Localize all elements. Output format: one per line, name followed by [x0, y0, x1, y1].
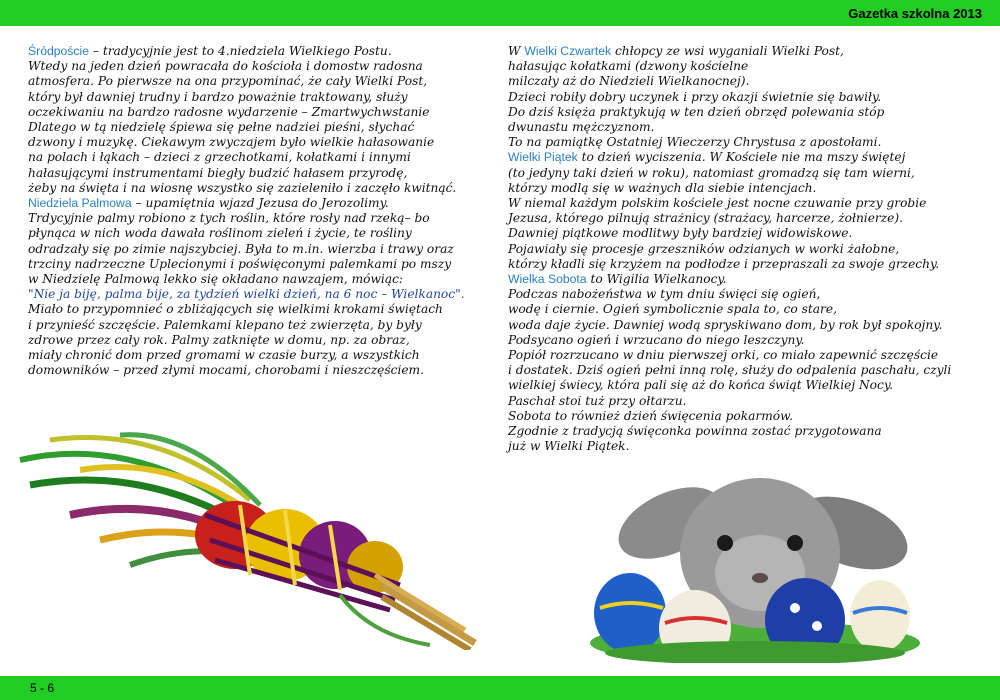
palm-woven-bundle	[195, 501, 403, 610]
text-line: i dostatek. Dziś ogień pełni inną rolę, służy do odpalenia paschału, czyli	[508, 363, 952, 378]
text-segment: – upamiętnia wjazd Jezusa do Jerozolimy.	[131, 196, 389, 211]
easter-palm-image	[10, 415, 480, 650]
text-line: którzy kładli się krzyżem na podłodze i przepraszali za swoje grzechy.	[508, 256, 940, 271]
text-line: (to jedyny taki dzień w roku), natomiast gromadzą się tam wierni,	[508, 165, 915, 180]
text-line: Pojawiały się procesje grzeszników odzianych w worki żałobne,	[508, 241, 900, 256]
term-niedziela-palmowa: Niedziela Palmowa	[28, 196, 132, 211]
text-line: Paschał stoi tuż przy ołtarzu.	[508, 393, 687, 408]
text-line	[508, 44, 978, 59]
text-line: Dlatego w tą niedzielę śpiewa się pełne nadziei pieśni, słychać	[28, 120, 415, 135]
text-line: Miało to przypomnieć o zbliżających się wielkimi krokami świętach	[28, 302, 443, 317]
text-line: oczekiwaniu na bardzo radosne wydarzenie – Zmartwychwstanie	[28, 104, 430, 119]
easter-bunny-image	[585, 448, 925, 663]
term-wielki-piatek: Wielki Piątek	[508, 150, 578, 165]
left-column-text	[28, 44, 488, 378]
text-line: zdrowe przez cały rok. Palmy zatknięte w domu, np. za obraz,	[28, 332, 410, 347]
text-line	[508, 272, 978, 287]
text-line	[28, 44, 488, 59]
text-line: odradzały się po zimie najszybciej. Była to m.in. wierzba i trawy oraz	[28, 241, 454, 256]
text-line: Podsycano ogień i wrzucano do niego leszczyny.	[508, 332, 805, 347]
header-bar	[0, 0, 1000, 26]
text-line: trzciny nadrzeczne Uplecionymi i poświęconymi palemkami po mszy	[28, 256, 452, 271]
right-column-text	[508, 44, 978, 454]
term-wielki-czwartek: Wielki Czwartek	[524, 44, 612, 58]
text-line: i przynieść szczęście. Palemkami klepano też zwierzęta, by były	[28, 317, 422, 332]
text-line: Dzieci robiły dobry uczynek i przy okazji świetnie się bawiły.	[508, 89, 882, 104]
footer-bar	[0, 676, 1000, 700]
text-line: Dawniej piątkowe modlitwy były bardziej widowiskowe.	[508, 226, 853, 241]
text-line: Wtedy na jeden dzień powracała do kościoła i domostw radosna	[28, 59, 423, 74]
text-line: Zgodnie z tradycją święconka powinna zostać przygotowana	[508, 424, 882, 439]
palm-sunday-quote: "Nie ja biję, palma bije, za tydzień wielki dzień, na 6 noc – Wielkanoc".	[28, 287, 465, 302]
text-line: hałasującymi instrumentami biegły budzić hałasem przyrodę,	[28, 165, 408, 180]
text-segment: to Wigilia Wielkanocy.	[586, 272, 727, 287]
newspaper-title: Gazetka szkolna 2013	[848, 6, 982, 21]
text-line: Sobota to również dzień święcenia pokarmów.	[508, 408, 793, 423]
text-segment: W	[508, 44, 525, 58]
text-line: miały chronić dom przed gromami w czasie burzy, a wszystkich	[28, 348, 420, 363]
text-line: wodę i ciernie. Ogień symbolicznie spala to, co stare,	[508, 302, 837, 317]
text-line: w Niedzielę Palmową lekko się okładano nawzajem, mówiąc:	[28, 272, 404, 287]
text-line: płynąca w nich woda dawała roślinom zieleń i życie, te rośliny	[28, 226, 412, 241]
text-line: dwunastu mężczyznom.	[508, 120, 655, 135]
text-line: dzwony i muzykę. Ciekawym zwyczajem było wielkie hałasowanie	[28, 135, 435, 150]
text-segment: – tradycyjnie jest to 4.niedziela Wielkiego Postu.	[88, 44, 392, 58]
text-line: milczały aż do Niedzieli Wielkanocnej).	[508, 74, 750, 89]
text-line: woda daje życie. Dawniej wodą spryskiwano dom, by rok był spokojny.	[508, 317, 943, 332]
text-line: To na pamiątkę Ostatniej Wieczerzy Chrystusa z apostołami.	[508, 135, 882, 150]
text-line: Trdycyjnie palmy robiono z tych roślin, które rosły nad rzeką– bo	[28, 211, 430, 226]
text-segment: chłopcy ze wsi wyganiali Wielki Post,	[611, 44, 844, 58]
text-line: atmosfera. Po pierwsze na ona przypominać, że cały Wielki Post,	[28, 74, 428, 89]
text-segment: to dzień wyciszenia. W Kościele nie ma mszy świętej	[577, 150, 906, 165]
text-line: na polach i łąkach – dzieci z grzechotkami, kołatkami i innymi	[28, 150, 411, 165]
page-numbers: 5 - 6	[30, 681, 55, 695]
text-line: domowników – przed złymi mocami, chorobami i nieszczęściem.	[28, 363, 424, 378]
term-srodposcie: Śródpoście	[28, 44, 89, 58]
text-line: Jezusa, którego pilnują strażnicy (strażacy, harcerze, żołnierze).	[508, 211, 903, 226]
text-line: W niemal każdym polskim kościele jest nocne czuwanie przy grobie	[508, 196, 927, 211]
text-line: wielkiej świecy, która pali się aż do końca świąt Wielkiej Nocy.	[508, 378, 893, 393]
text-line: hałasując kołatkami (dzwony kościelne	[508, 59, 749, 74]
text-line: Do dziś księża praktykują w ten dzień obrzęd polewania stóp	[508, 104, 885, 119]
text-line: żeby na święta i na wiosnę wszystko się zazieleniło i zaczęło kwitnąć.	[28, 180, 457, 195]
text-line	[508, 150, 978, 165]
term-wielka-sobota: Wielka Sobota	[508, 272, 587, 287]
text-line: już w Wielki Piątek.	[508, 439, 630, 454]
text-line: który był dawniej trudny i bardzo poważnie traktowany, służy	[28, 89, 408, 104]
text-line: Podczas nabożeństwa w tym dniu święci się ogień,	[508, 287, 821, 302]
text-line: którzy modlą się w ważnych dla siebie intencjach.	[508, 180, 817, 195]
text-line: Popiół rozrzucano w dniu pierwszej orki, co miało zapewnić szczęście	[508, 348, 939, 363]
text-line	[28, 196, 488, 211]
